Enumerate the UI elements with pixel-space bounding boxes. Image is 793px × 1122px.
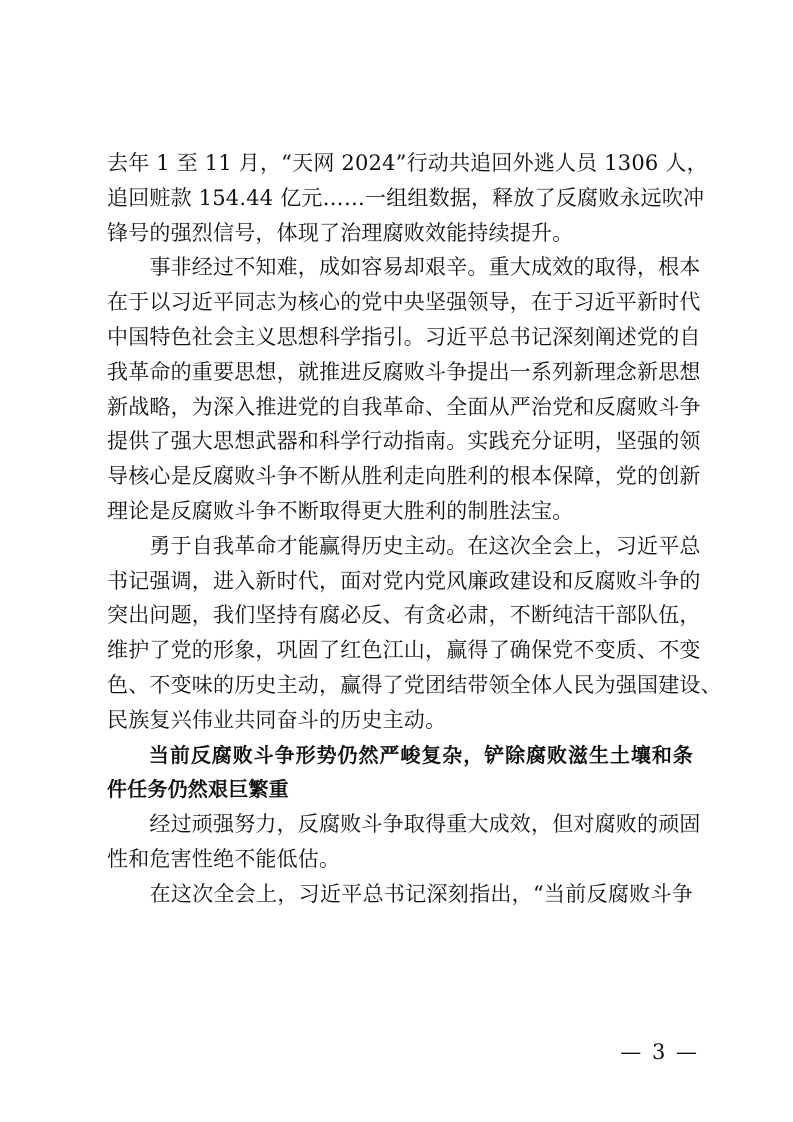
text-line: 性和危害性绝不能低估。 (107, 846, 341, 871)
body-text (107, 146, 722, 912)
text-line: 色、不变味的历史主动，赢得了党团结带领全体人民为强国建设、 (107, 672, 722, 697)
section-heading-line: 件任务仍然艰巨繁重 (107, 777, 289, 802)
text-line: 突出问题，我们坚持有腐必反、有贪必肃，不断纯洁干部队伍， (107, 603, 701, 628)
text-line: 中国特色社会主义思想科学指引。习近平总书记深刻阐述党的自 (107, 324, 701, 349)
section-heading-line: 当前反腐败斗争形势仍然严峻复杂，铲除腐败滋生土壤和条 (107, 742, 693, 767)
text-line: 书记强调，进入新时代，面对党内党风廉政建设和反腐败斗争的 (107, 568, 701, 593)
text-line: 提供了强大思想武器和科学行动指南。实践充分证明，坚强的领 (107, 429, 701, 454)
text-line: 在于以习近平同志为核心的党中央坚强领导，在于习近平新时代 (107, 290, 701, 315)
text-line: 勇于自我革命才能赢得历史主动。在这次全会上，习近平总 (107, 533, 701, 558)
text-line: 去年 1 至 11 月，“天网 2024”行动共追回外逃人员 1306 人， (107, 151, 708, 175)
text-line: 理论是反腐败斗争不断取得更大胜利的制胜法宝。 (107, 498, 574, 523)
text-line: 新战略，为深入推进党的自我革命、全面从严治党和反腐败斗争 (107, 394, 701, 419)
text-line: 在这次全会上，习近平总书记深刻指出，“当前反腐败斗争 (107, 881, 693, 906)
text-line: 导核心是反腐败斗争不断从胜利走向胜利的根本保障，党的创新 (107, 464, 701, 489)
page-number: — 3 — (620, 1040, 699, 1064)
text-line: 维护了党的形象，巩固了红色江山，赢得了确保党不变质、不变 (107, 638, 701, 663)
text-line: 锋号的强烈信号，体现了治理腐败效能持续提升。 (107, 220, 574, 245)
text-line: 经过顽强努力，反腐败斗争取得重大成效，但对腐败的顽固 (107, 812, 701, 837)
text-line: 事非经过不知难，成如容易却艰辛。重大成效的取得，根本 (107, 255, 701, 280)
text-line: 追回赃款 154.44 亿元……一组组数据，释放了反腐败永远吹冲 (107, 185, 705, 210)
text-line: 民族复兴伟业共同奋斗的历史主动。 (107, 707, 447, 732)
text-line: 我革命的重要思想，就推进反腐败斗争提出一系列新理念新思想 (107, 359, 701, 384)
